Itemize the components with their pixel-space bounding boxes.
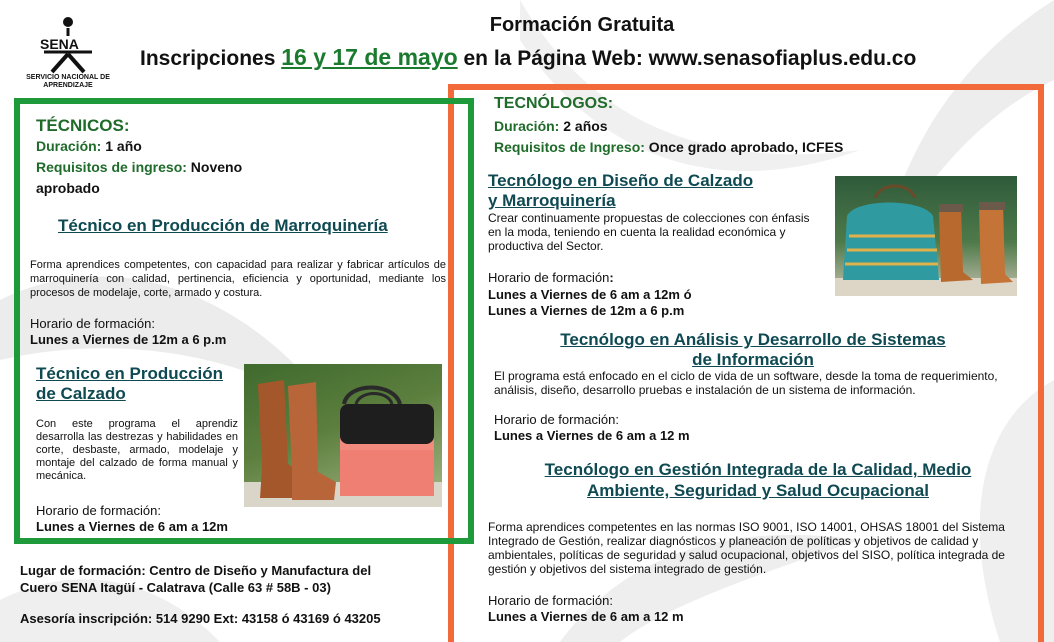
registration-date-link[interactable]: 16 y 17 de mayo	[281, 44, 458, 70]
tecnicos-req-value2: aprobado	[36, 180, 100, 196]
tecnicos-duration	[36, 138, 142, 154]
program-title-sistemas-line2: de Información	[692, 350, 814, 369]
program-desc-diseno-calzado: Crear continuamente propuestas de colecciones con énfasis en la moda, teniendo en cuenta la realidad económica y productiva del Sector.	[488, 211, 810, 253]
schedule-label-diseno	[488, 270, 614, 285]
schedule-sistemas: Lunes a Viernes de 6 am a 12 m	[494, 428, 690, 443]
header-registration-pre: Inscripciones	[140, 47, 282, 70]
tecnologos-duration-value: 2 años	[559, 118, 608, 134]
program-title-diseno-line1: Tecnólogo en Diseño de Calzado	[488, 171, 754, 190]
training-location	[20, 562, 371, 596]
program-desc-sistemas: El programa está enfocado en el ciclo de vida de un software, desde la toma de requerimiento, análisis, diseño, desarrollo pruebas e instalación de un sistema de información.	[494, 369, 998, 397]
program-title-gestion-line2: Ambiente, Seguridad y Salud Ocupacional	[587, 481, 929, 500]
schedule-label-gestion: Horario de formación:	[488, 593, 613, 608]
schedule-gestion: Lunes a Viernes de 6 am a 12 m	[488, 609, 684, 624]
program-desc-marroquineria: Forma aprendices competentes, con capacidad para realizar y fabricar artículos de marroquinería con calidad, pertinencia, eficiencia y oportunidad, mediante los procesos de modelaje, corte, armado y costura.	[30, 259, 446, 299]
program-title-calzado-line1: Técnico en Producción	[36, 364, 224, 383]
program-title-diseno-line2: y Marroquinería	[488, 191, 616, 210]
schedule-diseno-line2: Lunes a Viernes de 12m a 6 p.m	[488, 303, 685, 318]
tecnologos-duration	[494, 118, 608, 134]
schedule-diseno	[488, 287, 692, 319]
logo-name: SENA	[40, 36, 79, 52]
program-title-sistemas-line1: Tecnólogo en Análisis y Desarrollo de Sistemas	[560, 330, 946, 349]
schedule-diseno-line1: Lunes a Viernes de 6 am a 12m ó	[488, 287, 692, 302]
program-title-calzado-line2: de Calzado	[36, 384, 126, 403]
logo-subtitle: SERVICIO NACIONAL DE APRENDIZAJE	[26, 74, 110, 89]
tecnicos-req-value1: Noveno	[186, 159, 243, 175]
schedule-label-diseno-text: Horario de formación	[488, 270, 610, 285]
training-location-line1: Lugar de formación: Centro de Diseño y Manufactura del	[20, 563, 372, 578]
program-title-marroquineria[interactable]: Técnico en Producción de Marroquinería	[58, 216, 388, 235]
program-title-gestion-calidad[interactable]	[496, 459, 1020, 501]
schedule-marroquineria: Lunes a Viernes de 12m a 6 p.m	[30, 332, 227, 347]
tecnologos-req-value: Once grado aprobado, ICFES	[644, 139, 844, 155]
header-title: Formación Gratuita	[489, 14, 675, 36]
program-desc-calzado: Con este programa el aprendiz desarrolla las destrezas y habilidades en corte, desbaste, armado, modelaje y montaje del calzado de forma manual y mecánica.	[36, 418, 238, 482]
schedule-label-sistemas: Horario de formación:	[494, 412, 619, 427]
program-title-diseno-calzado[interactable]	[488, 171, 753, 211]
tecnicos-req-label: Requisitos de ingreso:	[36, 159, 187, 175]
header-registration-post: en la Página Web: www.senasofiaplus.edu.co	[457, 47, 917, 70]
bag-boots-photo	[835, 176, 1017, 296]
tecnicos-requirements	[36, 159, 242, 175]
program-desc-gestion-calidad: Forma aprendices competentes en las normas ISO 9001, ISO 14001, OHSAS 18001 del Sistema Integrado de Gestión, realizar diagnósticos y planeación de políticas y objetivos de calidad y ambientales, políticas de seguridad y salud ocupacional, objetivos del SISO, política integrada de gestión y objetivos del sistema integrado de gestión.	[488, 520, 1005, 576]
tecnologos-requirements	[494, 139, 843, 155]
tecnologos-duration-label: Duración:	[494, 118, 560, 134]
schedule-label-calzado: Horario de formación:	[36, 503, 161, 518]
program-title-sistemas[interactable]	[488, 330, 1018, 370]
schedule-calzado: Lunes a Viernes de 6 am a 12m	[36, 519, 228, 534]
header-registration	[140, 44, 916, 71]
schedule-label-marroquineria: Horario de formación:	[30, 316, 155, 331]
tecnologos-heading: TECNÓLOGOS:	[494, 95, 614, 112]
boots-bag-photo	[244, 364, 442, 507]
registration-advice: Asesoría inscripción: 514 9290 Ext: 43158 ó 43169 ó 43205	[20, 611, 381, 626]
tecnicos-heading: TÉCNICOS:	[36, 116, 130, 135]
training-location-line2: Cuero SENA Itagüí - Calatrava (Calle 63 # 58B - 03)	[20, 580, 331, 595]
tecnicos-duration-label: Duración:	[36, 138, 102, 154]
tecnologos-req-label: Requisitos de Ingreso:	[494, 139, 645, 155]
tecnicos-duration-value: 1 año	[101, 138, 142, 154]
schedule-label-diseno-colon: :	[609, 270, 614, 285]
program-title-calzado[interactable]	[36, 364, 223, 404]
program-title-gestion-line1: Tecnólogo en Gestión Integrada de la Calidad, Medio	[544, 460, 972, 479]
